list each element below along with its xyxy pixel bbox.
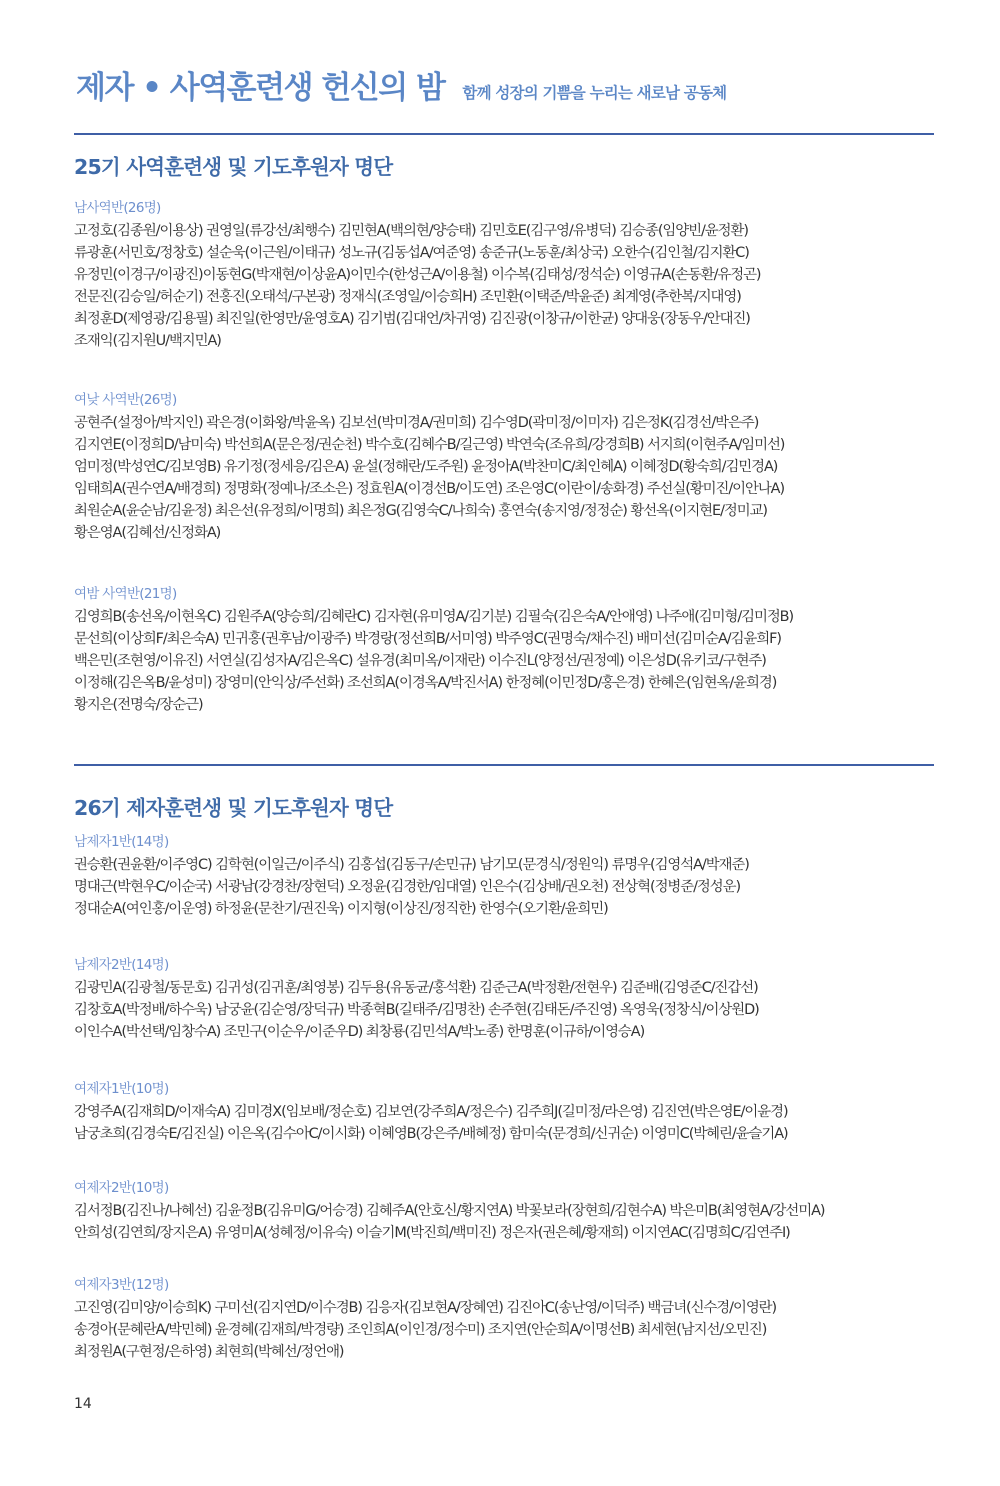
name-line: 이인수A(박선택/임창수A) 조민구(이순우/이준우D) 최창룡(김민석A/박노종) 한명훈(이규하/이영승A) [74,1024,645,1040]
group-yeo-jeja-3 [74,1276,936,1363]
name-line: 류광훈(서민호/정창호) 설순욱(이근원/이태규) 성노규(김동섭A/여준영) 송준규(노동훈/최상국) 오한수(김인철/김지환C) [74,245,749,261]
section-title-26: 26기 제자훈련생 및 기도후원자 명단 [74,796,393,820]
name-line: 유정민(이경구/이광진)이동현G(박재현/이상윤A)이민수(한성근A/이용철) 이수복(김태성/정석순) 이영규A(손동환/유정곤) [74,267,761,283]
name-line: 김광민A(김광철/동문호) 김귀성(김귀훈/최영봉) 김두용(유동균/홍석환) 김준근A(박정환/전현우) 김준배(김영준C/진갑선) [74,980,758,996]
name-line: 이정해(김은옥B/윤성미) 장영미(안익상/주선화) 조선희A(이경옥A/박진서A) 한정혜(이민정D/홍은경) 한혜은(임현옥/윤희경) [74,675,777,691]
name-line: 황은영A(김혜선/신정화A) [74,525,221,541]
name-line: 공현주(설정아/박지인) 곽은경(이화왕/박윤옥) 김보선(박미경A/권미희) 김수영D(곽미정/이미자) 김은정K(김경선/박은주) [74,415,759,431]
page-number: 14 [74,1396,92,1412]
section-divider [74,133,934,135]
name-line: 김영희B(송선옥/이현옥C) 김원주A(양승희/김혜란C) 김자현(유미영A/김기분) 김필숙(김은숙A/안애영) 나주애(김미형/김미정B) [74,609,794,625]
name-line: 임태희A(권수연A/배경희) 정명화(정예나/조소은) 정효원A(이경선B/이도연) 조은영C(이란이/송화경) 주선실(황미진/이안나A) [74,481,785,497]
name-line: 고정호(김종원/이용상) 권영일(류강선/최행수) 김민현A(백의현/양승태) 김민호E(김구영/유병덕) 김승종(임양빈/윤정환) [74,223,748,239]
page-header [76,62,726,107]
name-line: 전문진(김승일/허순기) 전홍진(오태석/구본광) 정재식(조영일/이승희H) 조민환(이택준/박윤준) 최계영(추한복/지대영) [74,289,741,305]
name-line: 안희성(김연희/장지은A) 유영미A(성혜정/이유숙) 이슬기M(박진희/백미진) 정은자(권은혜/황재희) 이지연AC(김명희C/김연주I) [74,1225,790,1241]
section-divider [74,764,934,766]
group-title: 여제자2반(10명) [74,1180,169,1196]
group-nam-jeja-1 [74,833,936,920]
name-line: 최정원A(구현정/은하영) 최현희(박혜선/정언애) [74,1344,344,1360]
group-yeo-jeja-2 [74,1179,936,1244]
group-title: 여제자3반(12명) [74,1277,169,1293]
name-line: 문선희(이상희F/최은숙A) 민귀홍(권후남/이광주) 박경랑(정선희B/서미영) 박주영C(권명숙/채수진) 배미선(김미순A/김윤희F) [74,631,781,647]
name-line: 남궁초희(김경숙E/김진실) 이은옥(김수아C/이시화) 이혜영B(강은주/배혜정) 함미숙(문경희/신귀순) 이영미C(박혜린/윤슬기A) [74,1126,788,1142]
name-line: 강영주A(김재희D/이재숙A) 김미경X(임보배/정순호) 김보연(강주희A/정은수) 김주희J(길미정/라은영) 김진연(박은영E/이윤경) [74,1104,788,1120]
section-title-25: 25기 사역훈련생 및 기도후원자 명단 [74,155,393,179]
group-title: 여제자1반(10명) [74,1081,169,1097]
page-title: 제자 • 사역훈련생 헌신의 밤 [76,70,445,106]
name-line: 황지은(전명숙/장순근) [74,697,203,713]
group-title: 여밤 사역반(21명) [74,586,177,602]
name-line: 엄미정(박성연C/김보영B) 유기정(정세응/김은A) 윤설(정해란/도주원) 윤정아A(박찬미C/최인혜A) 이혜정D(황숙희/김민경A) [74,459,778,475]
name-line: 최정훈D(제영광/김용필) 최진일(한영만/윤영호A) 김기범(김대언/차귀영) 김진광(이창규/이한균) 양대웅(장동우/안대진) [74,311,750,327]
name-line: 조재익(김지원U/백지민A) [74,333,221,349]
group-title: 여낮 사역반(26명) [74,392,177,408]
name-line: 김창호A(박정배/하수욱) 남궁윤(김순영/장덕규) 박종혁B(길태주/김명찬) 손주현(김태돈/주진영) 옥영욱(정창식/이상원D) [74,1002,759,1018]
group-title: 남제자1반(14명) [74,834,169,850]
group-title: 남사역반(26명) [74,200,161,216]
group-yeo-bam-saryeok [74,585,936,716]
name-line: 김지연E(이정희D/남미숙) 박선희A(문은정/권순천) 박수호(김혜수B/길근영) 박연숙(조유희/강경희B) 서지희(이현주A/임미선) [74,437,785,453]
group-nam-jeja-2 [74,956,936,1043]
name-line: 백은민(조현영/이유진) 서연실(김성자A/김은옥C) 설유경(최미옥/이재란) 이수진L(양정선/권정예) 이은성D(유키코/구현주) [74,653,766,669]
group-yeo-nat-saryeok [74,391,936,544]
name-line: 권승환(권윤환/이주영C) 김학현(이일근/이주식) 김홍섭(김동구/손민규) 남기모(문경식/정원익) 류명우(김영석A/박재준) [74,857,749,873]
page-subtitle: 함께 성장의 기쁨을 누리는 새로남 공동체 [462,84,727,102]
group-yeo-jeja-1 [74,1080,936,1145]
group-title: 남제자2반(14명) [74,957,169,973]
name-line: 고진영(김미양/이승희K) 구미선(김지연D/이수경B) 김응자(김보현A/장혜연) 김진아C(송난영/이덕주) 백금녀(신수경/이영란) [74,1300,777,1316]
name-line: 정대순A(여인홍/이운영) 하정윤(문찬기/권진욱) 이지형(이상진/정직한) 한영수(오기환/윤희민) [74,901,608,917]
name-line: 명대근(박현우C/이순국) 서광남(강경찬/장현덕) 오정윤(김경한/임대열) 인은수(김상배/권오천) 전상혁(정병준/정성운) [74,879,741,895]
name-line: 김서정B(김진나/나혜선) 김윤정B(김유미G/어승경) 김혜주A(안호신/황지연A) 박꽃보라(장현희/김현수A) 박은미B(최영현A/강선미A) [74,1203,825,1219]
name-line: 송경아(문혜란A/박민혜) 윤경혜(김재희/박경량) 조인희A(이인경/정수미) 조지연(안순희A/이명선B) 최세현(남지선/오민진) [74,1322,767,1338]
name-line: 최원순A(윤순남/김윤정) 최은선(유정희/이명희) 최은정G(김영숙C/나희숙) 홍연숙(송지영/정정순) 황선옥(이지현E/정미교) [74,503,767,519]
group-nam-saryeok [74,199,936,352]
